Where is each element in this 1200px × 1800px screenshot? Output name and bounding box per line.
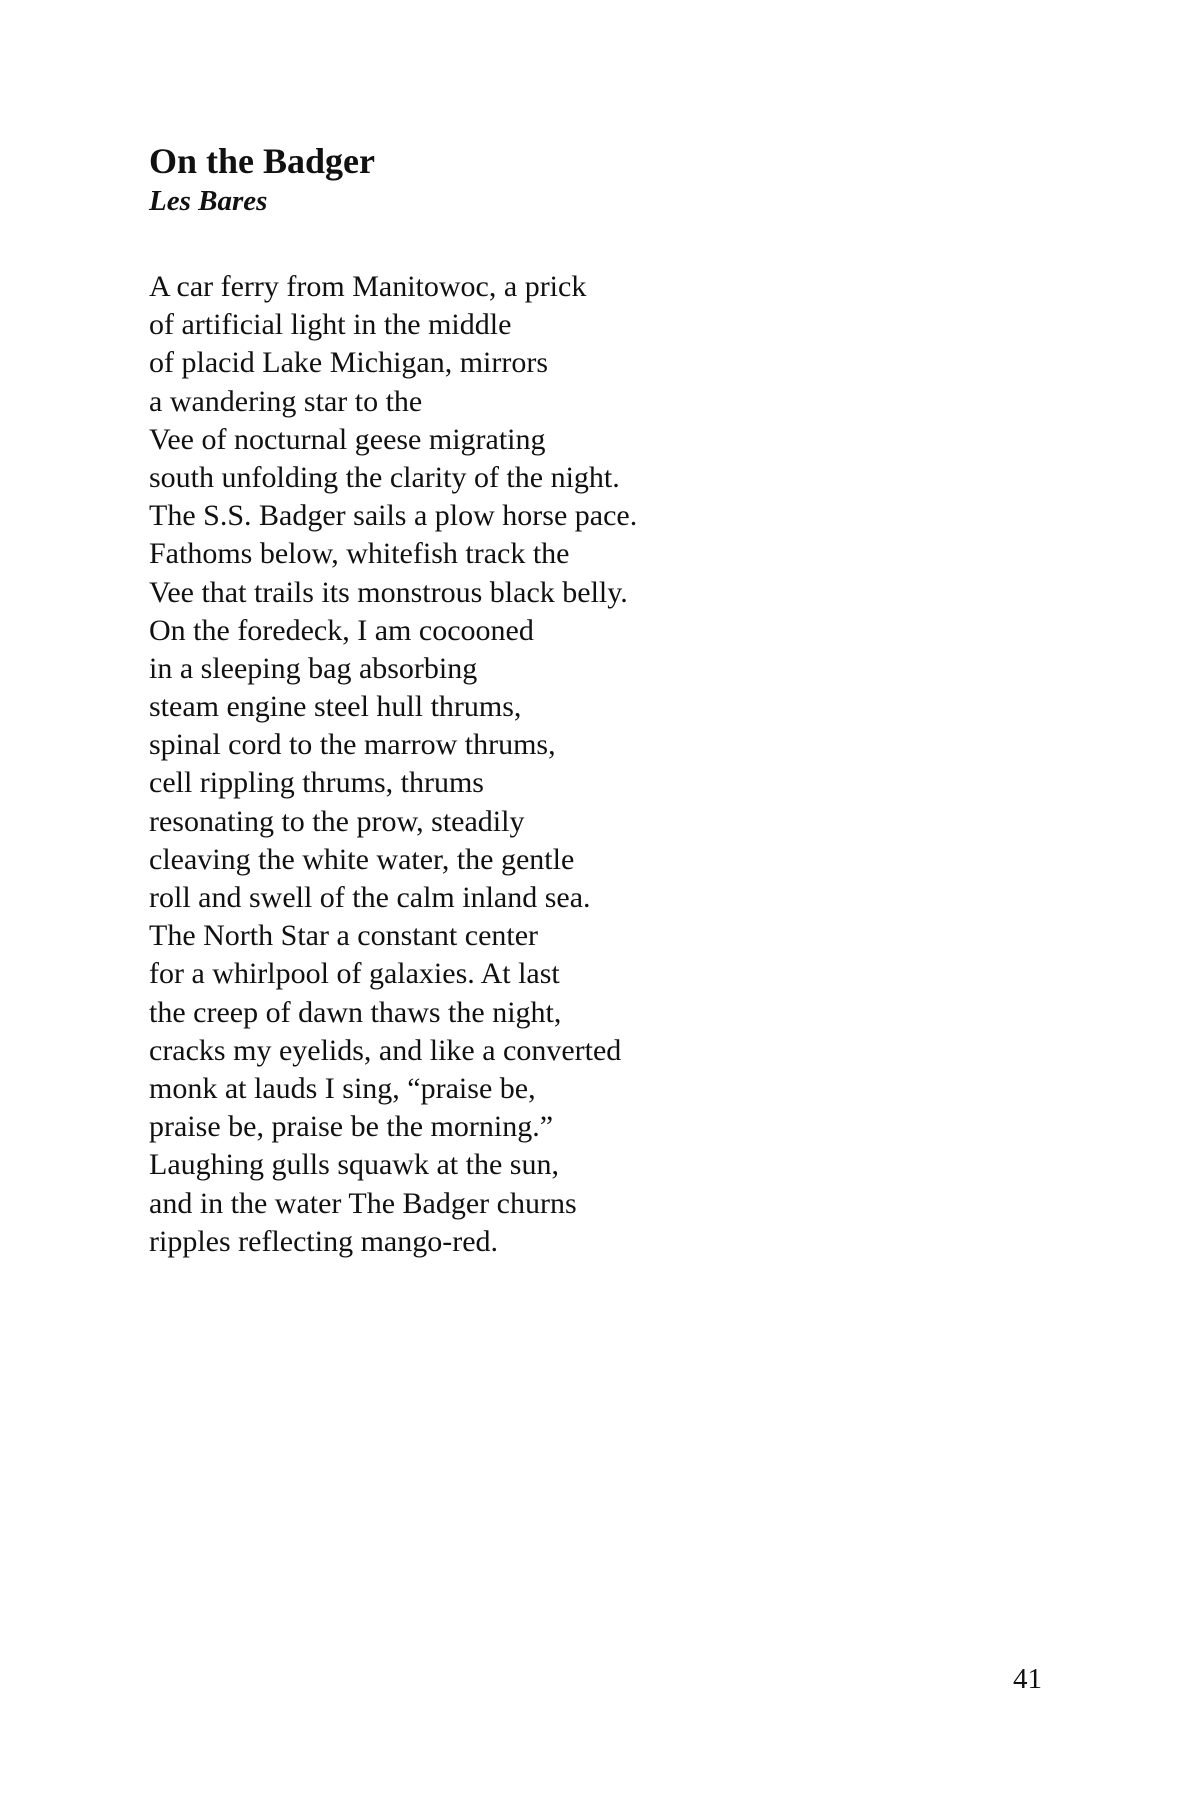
poem-line: Laughing gulls squawk at the sun, (149, 1148, 559, 1182)
poem-line: of placid Lake Michigan, mirrors (149, 346, 549, 380)
poem-line: cell rippling thrums, thrums (149, 766, 484, 800)
poem-author: Les Bares (149, 185, 268, 217)
poem-line: the creep of dawn thaws the night, (149, 995, 562, 1029)
poem-line: monk at lauds I sing, “praise be, (149, 1071, 536, 1105)
poem-line: a wandering star to the (149, 384, 423, 418)
poem-line: The North Star a constant center (149, 919, 539, 953)
poem-line: cleaving the white water, the gentle (149, 842, 575, 876)
poem-line: resonating to the prow, steadily (149, 804, 525, 838)
poem-line: The S.S. Badger sails a plow horse pace. (149, 499, 638, 533)
poem-title: On the Badger (149, 141, 376, 181)
poem-line: in a sleeping bag absorbing (149, 651, 478, 685)
poem-line: A car ferry from Manitowoc, a prick (149, 270, 587, 303)
poem-line: Vee of nocturnal geese migrating (149, 422, 546, 456)
poem-line: spinal cord to the marrow thrums, (149, 728, 556, 762)
poem-line: On the foredeck, I am cocooned (149, 613, 534, 647)
poem-line: ripples reflecting mango-red. (149, 1224, 499, 1258)
page-number: 41 (1013, 1663, 1042, 1695)
poem-line: of artificial light in the middle (149, 308, 512, 342)
poem-line: and in the water The Badger churns (149, 1186, 577, 1220)
poem-line: for a whirlpool of galaxies. At last (149, 957, 560, 991)
poem-body (149, 268, 637, 1261)
poem-line: Fathoms below, whitefish track the (149, 537, 570, 571)
poem-line: cracks my eyelids, and like a converted (149, 1033, 622, 1067)
poem-line: praise be, praise be the morning.” (149, 1110, 554, 1144)
poem-line: Vee that trails its monstrous black belly. (149, 575, 628, 609)
poem-line: south unfolding the clarity of the night. (149, 460, 620, 494)
poem-line: steam engine steel hull thrums, (149, 690, 522, 724)
poem-line: roll and swell of the calm inland sea. (149, 881, 591, 914)
